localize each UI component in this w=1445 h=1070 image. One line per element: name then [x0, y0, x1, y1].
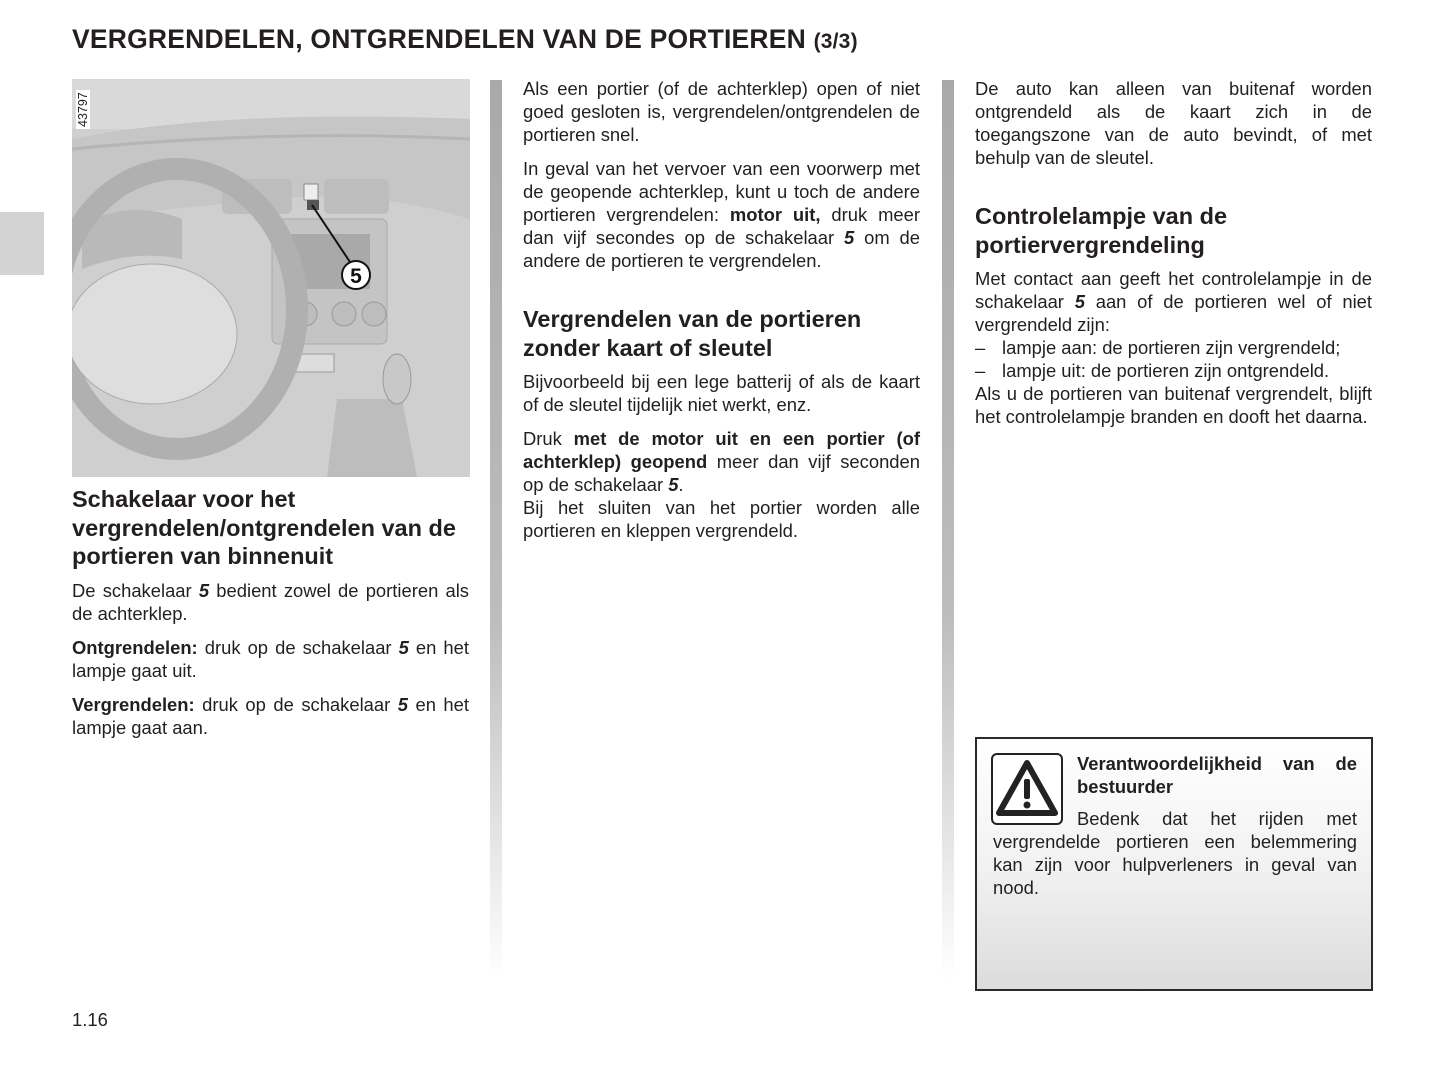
- paragraph: [72, 693, 469, 739]
- column-right: [975, 77, 1372, 439]
- text-run: De schakelaar: [72, 579, 199, 601]
- column-middle: [523, 77, 920, 553]
- section-tab: [0, 212, 44, 275]
- section-heading: Schakelaar voor het vergrendelen/ontgrendelen van de portieren van binnenuit: [72, 486, 456, 569]
- paragraph: [523, 370, 920, 416]
- paragraph: [523, 427, 920, 542]
- emphasis-text: met de motor uit en een portier (of achterklep) geopend: [523, 428, 920, 472]
- text-run: om de andere de portieren te vergrendelen.: [523, 227, 920, 271]
- text-run: meer dan vijf seconden op de schakelaar: [523, 451, 920, 495]
- column-divider: [490, 80, 502, 980]
- emphasis-text: Vergrendelen:: [72, 693, 195, 715]
- paragraph: [523, 157, 920, 272]
- warning-box: [975, 737, 1373, 991]
- list-item: [975, 336, 1372, 359]
- title-page-indicator: (3/3): [813, 30, 858, 53]
- text-run: druk op de schakelaar: [197, 636, 399, 658]
- paragraph: De auto kan alleen van buitenaf worden ontgrendeld als de kaart zich in de toegangszone van de auto bevindt, of met behulp van de sleutel.: [975, 78, 1372, 168]
- emphasis-text: 5: [397, 693, 408, 715]
- column-divider: [942, 80, 954, 980]
- emphasis-text: 5: [198, 579, 210, 601]
- callout-number: 5: [350, 265, 362, 288]
- text-run: In geval van het vervoer van een voorwerp met de geopende achterklep, kunt u toch de andere portieren vergrendelen:: [523, 158, 920, 225]
- text-run: Bij het sluiten van het portier worden alle portieren en kleppen vergrendeld.: [523, 497, 920, 541]
- emphasis-text: 5: [398, 636, 409, 658]
- list-item-text: lampje uit: de portieren zijn ontgrendeld.: [1002, 360, 1330, 381]
- paragraph-group: [523, 77, 920, 272]
- emphasis-text: Ontgrendelen:: [72, 636, 198, 658]
- list-dash: –: [975, 337, 986, 358]
- page-number: 1.16: [72, 1009, 108, 1030]
- list-item: [975, 359, 1372, 382]
- column-left: [72, 485, 469, 750]
- text-run: aan of de portieren wel of niet vergrendeld zijn:: [975, 291, 1372, 335]
- text-run: druk meer dan vijf secondes op de schakelaar: [523, 204, 920, 248]
- warning-text: Bedenk dat het rijden met vergrendelde portieren een belemmering kan zijn voor hulpverleners in geval van nood.: [993, 808, 1357, 898]
- list-dash: –: [975, 360, 986, 381]
- paragraph: [975, 267, 1372, 336]
- emphasis-text: 5: [668, 474, 679, 495]
- figure-number: 43797: [76, 92, 90, 127]
- text-run: Druk: [523, 428, 574, 449]
- emphasis-text: motor uit,: [729, 204, 821, 225]
- paragraph: Als u de portieren van buitenaf vergrendelt, blijft het controlelampje branden en dooft het daarna.: [975, 383, 1372, 427]
- paragraph-group: [523, 370, 920, 542]
- text-run: bedient zowel de portieren als de achterklep.: [72, 579, 470, 624]
- paragraph: [72, 579, 469, 625]
- warning-title: Verantwoordelijkheid van de bestuurder: [1077, 753, 1357, 797]
- paragraph: [72, 636, 469, 682]
- emphasis-text: 5: [1074, 291, 1085, 312]
- section-heading: Vergrendelen van de portieren zonder kaart of sleutel: [523, 306, 862, 361]
- title-text: VERGRENDELEN, ONTGRENDELEN VAN DE PORTIEREN: [72, 24, 806, 54]
- section-heading: Controlelampje van de portiervergrendeling: [975, 203, 1228, 258]
- text-run: Bijvoorbeeld bij een lege batterij of als de kaart of de sleutel tijdelijk niet werkt, enz.: [523, 371, 920, 415]
- paragraph: [523, 77, 920, 146]
- page-title: [72, 24, 858, 55]
- status-list: [975, 336, 1372, 382]
- text-run: Als een portier (of de achterklep) open of niet goed gesloten is, vergrendelen/ontgrendelen de portieren snel.: [523, 78, 920, 145]
- text-run: en het lampje gaat aan.: [72, 693, 469, 738]
- list-item-text: lampje aan: de portieren zijn vergrendeld;: [1002, 337, 1341, 358]
- text-run: Met contact aan geeft het controlelampje in de schakelaar: [975, 268, 1372, 312]
- paragraph-group: [72, 579, 469, 739]
- text-run: en het lampje gaat uit.: [72, 636, 470, 681]
- text-run: .: [678, 474, 684, 495]
- emphasis-text: 5: [844, 227, 855, 248]
- dashboard-illustration: [72, 79, 470, 477]
- text-run: druk op de schakelaar: [194, 693, 398, 715]
